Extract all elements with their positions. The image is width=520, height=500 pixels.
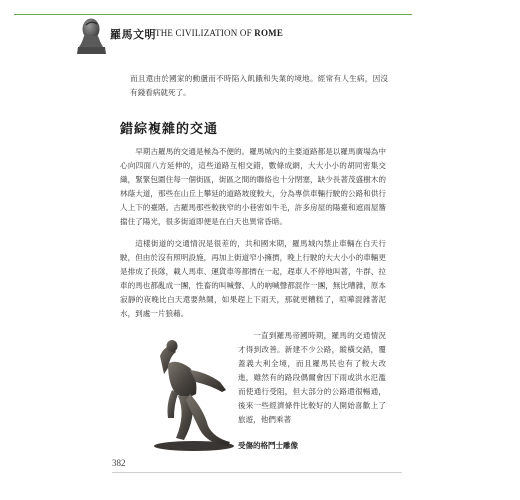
body-paragraph-2: 這樣街道的交通情況是很差的，共和國末期，羅馬城內禁止車輛在白天行駛，但由於沒有照明設施，再加上街道窄小擁擠，晚上行駛的大大小小的車輛更是排成了長隊，載人馬車、運貨車等都擠在一起，趕車人不停地叫著，牛群、拉車的馬也都亂成一團，性畜的叫喊聲、人的吶喊聲都混作一團，無比嘈雜，原本寂靜的夜晚比白天還要熱鬧，如果趕上下雨天，那就更糟糕了，喧嘩混雜著泥水，到處一片狼藉。: [120, 239, 386, 318]
wounded-gladiator-statue-icon: [146, 334, 238, 454]
continued-paragraph: 而且還由於國家的動盪而不時陷入飢餓和失業的境地。經常有人生病，因沒有錢看病就死了。: [130, 74, 388, 97]
footer-rule: [112, 472, 402, 473]
body-paragraph-1: 早期古羅馬的交通是極為不便的。羅馬城內的主要道路都是以羅馬廣場為中心向四面八方延伸的，這些道路互相交錯，數條成網，大大小小的胡同密集交織，緊緊包圍住每一個街區，街區之間的聯絡也十分閉塞，缺少長著茂盛樹木的林蔭大道，那些在山丘上攀延的道路坡度較大，分為專供車輛行駛的公路和供行人上下的臺階。古羅馬那些較狹窄的小巷密如牛毛，許多房屋的陽臺和遮雨屋簷擋住了陽光，很多街道即便是在白天也異常昏暗。: [120, 147, 386, 226]
statue-caption: 受傷的格鬥士雕像: [238, 441, 298, 450]
header-title-english-prefix: THE CIVILIZATION OF: [155, 28, 252, 38]
body-paragraph-3: 一直到羅馬帝國時期，羅馬的交通情況才得到改善。新建不少公路，縱橫交錯，覆蓋義大利全境，而且羅馬民也有了較大改進，雖然有的路段偶爾會因下雨或洪水氾濫而使通行受阻，但大部分的公路還很暢通，後來一些經濟條件比較好的人開始喜歡上了旅遊，他們乘著: [238, 331, 386, 424]
header-title-chinese: 羅馬文明: [110, 28, 156, 41]
bust-portrait-icon: [76, 16, 108, 56]
header-title-english-bold: ROME: [254, 28, 284, 38]
section-heading: 錯綜複雜的交通: [120, 122, 219, 137]
header-title-english: [155, 28, 283, 38]
page-number: 382: [112, 458, 126, 468]
header-rule: [14, 14, 412, 15]
